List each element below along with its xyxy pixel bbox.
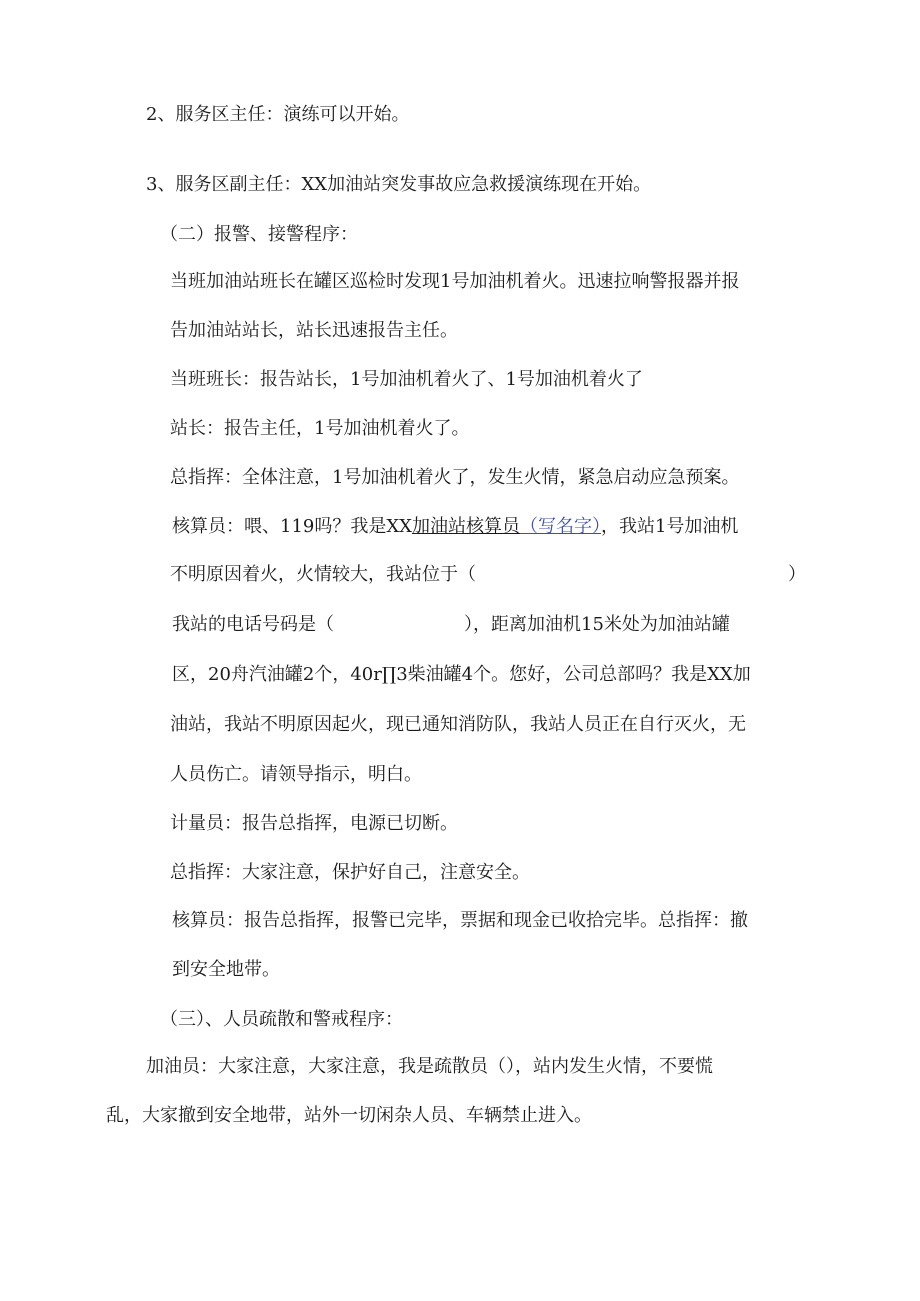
paragraph-line: 乱，大家撤到安全地带，站外一切闲杂人员、车辆禁止进入。 <box>106 1105 592 1126</box>
paragraph-line: 区，20舟汽油罐2个，40r∏3柴油罐4个。您好，公司总部吗？我是XX加 <box>172 664 751 685</box>
paragraph-line: 3、服务区副主任：XX加油站突发事故应急救援演练现在开始。 <box>146 174 652 195</box>
paragraph-line: 核算员：报告总指挥，报警已完毕，票据和现金已收拾完毕。总指挥：撤 <box>172 910 748 931</box>
paragraph-line: 当班班长：报告站长，1号加油机着火了、1号加油机着火了 <box>170 369 643 390</box>
address-blank: ） <box>788 564 806 585</box>
line-text: 不明原因着火，火情较大，我站位于（ <box>170 564 476 585</box>
section-heading: （二）报警、接警程序： <box>160 224 358 245</box>
line-text: ），距离加油机15米处为加油站罐 <box>464 614 730 635</box>
paragraph-line <box>172 518 738 536</box>
paragraph-line: 2、服务区主任：演练可以开始。 <box>146 104 410 125</box>
paragraph-line <box>170 566 806 584</box>
paragraph-line: 告加油站站长，站长迅速报告主任。 <box>170 320 458 341</box>
line-text: 我站的电话号码是（ <box>172 614 334 635</box>
underlined-text: 加油站核算员 <box>411 516 520 537</box>
paragraph-line: 人员伤亡。请领导指示，明白。 <box>170 764 422 785</box>
paragraph-line: 计量员：报告总指挥，电源已切断。 <box>170 813 458 834</box>
line-text: 核算员：喂、119吗？我是XX <box>172 516 412 537</box>
paragraph-line: 总指挥：全体注意，1号加油机着火了，发生火情，紧急启动应急预案。 <box>170 467 740 488</box>
name-placeholder-link[interactable]: （写名字） <box>519 516 601 537</box>
paragraph-line: 加油员：大家注意，大家注意，我是疏散员（），站内发生火情，不要慌 <box>146 1056 713 1077</box>
paragraph-line: 油站，我站不明原因起火，现已通知消防队，我站人员正在自行灭火，无 <box>170 714 746 735</box>
paragraph-line: 到安全地带。 <box>172 959 280 980</box>
paragraph-line: 当班加油站班长在罐区巡检时发现1号加油机着火。迅速拉响警报器并报 <box>170 271 740 292</box>
line-text: ，我站1号加油机 <box>600 516 739 537</box>
section-heading: （三）、人员疏散和警戒程序： <box>160 1009 403 1030</box>
paragraph-line: 总指挥：大家注意，保护好自己，注意安全。 <box>170 862 530 883</box>
paragraph-line: 站长：报告主任，1号加油机着火了。 <box>170 418 470 439</box>
paragraph-line <box>172 616 730 634</box>
